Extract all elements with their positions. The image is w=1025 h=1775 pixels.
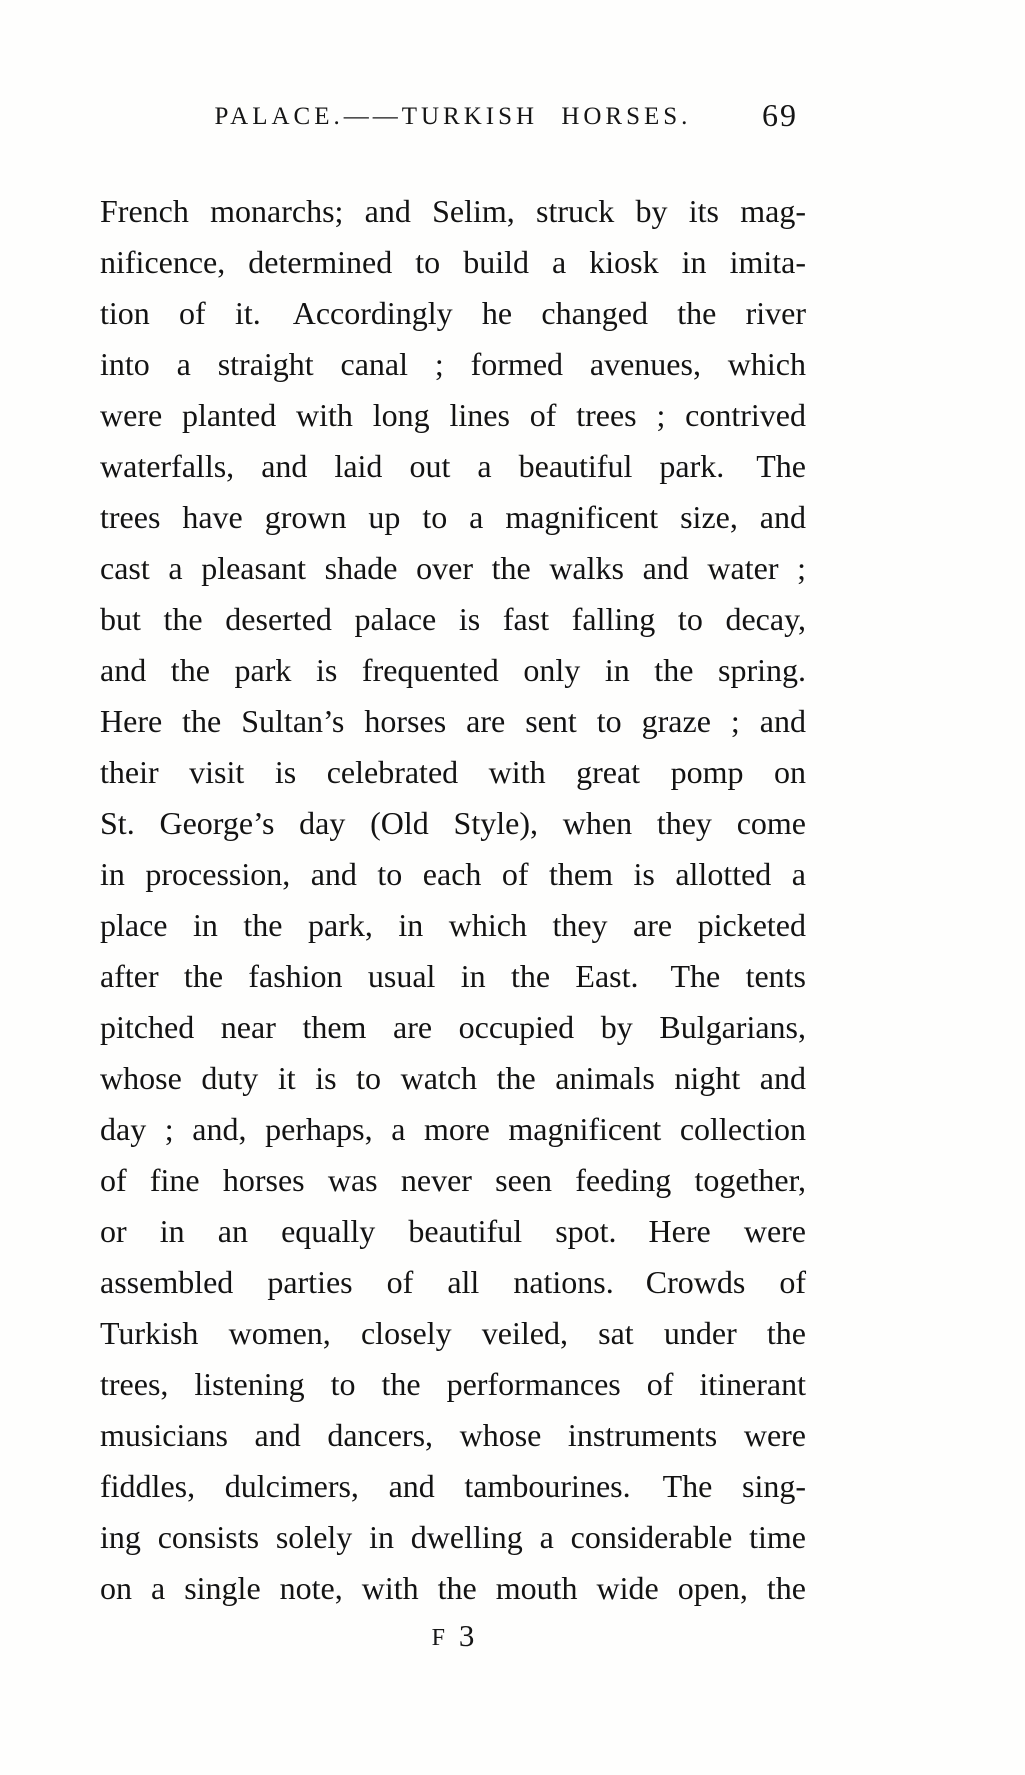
signature-number: 3	[458, 1618, 475, 1653]
text-line: fiddles, dulcimers, and tambourines. The sing-	[100, 1468, 806, 1504]
text-line: pitched near them are occupied by Bulgarians,	[100, 1009, 806, 1045]
page-body	[100, 186, 806, 1614]
text-line: French monarchs; and Selim, struck by its mag-	[100, 193, 806, 229]
text-line: nificence, determined to build a kiosk in imita-	[100, 244, 806, 280]
text-line: assembled parties of all nations. Crowds of	[100, 1264, 806, 1300]
text-line: cast a pleasant shade over the walks and water ;	[100, 550, 806, 586]
text-line: Turkish women, closely veiled, sat under the	[100, 1315, 806, 1351]
text-line: and the park is frequented only in the spring.	[100, 652, 806, 688]
text-line: whose duty it is to watch the animals night and	[100, 1060, 806, 1096]
text-line: into a straight canal ; formed avenues, which	[100, 346, 806, 382]
text-line: trees, listening to the performances of itinerant	[100, 1366, 806, 1402]
text-line: on a single note, with the mouth wide open, the	[100, 1570, 806, 1606]
text-line: tion of it. Accordingly he changed the river	[100, 295, 806, 331]
page-number: 69	[762, 97, 798, 133]
page-header	[100, 97, 806, 145]
text-line: Here the Sultan’s horses are sent to graze ; and	[100, 703, 806, 739]
text-line: or in an equally beautiful spot. Here were	[100, 1213, 806, 1249]
text-line: waterfalls, and laid out a beautiful park. The	[100, 448, 806, 484]
text-line: ing consists solely in dwelling a considerable time	[100, 1519, 806, 1555]
text-line: day ; and, perhaps, a more magnificent collection	[100, 1111, 806, 1147]
text-line: place in the park, in which they are picketed	[100, 907, 806, 943]
text-line: but the deserted palace is fast falling to decay,	[100, 601, 806, 637]
running-title: PALACE.——TURKISH HORSES.	[214, 103, 692, 130]
text-line: trees have grown up to a magnificent size, and	[100, 499, 806, 535]
signature-mark	[100, 1618, 806, 1654]
text-line: of fine horses was never seen feeding together,	[100, 1162, 806, 1198]
text-line: in procession, and to each of them is allotted a	[100, 856, 806, 892]
text-line: were planted with long lines of trees ; contrived	[100, 397, 806, 433]
text-line: musicians and dancers, whose instruments were	[100, 1417, 806, 1453]
text-line: after the fashion usual in the East. The tents	[100, 958, 806, 994]
text-line: St. George’s day (Old Style), when they come	[100, 805, 806, 841]
text-line: their visit is celebrated with great pomp on	[100, 754, 806, 790]
signature-letter: F	[431, 1625, 447, 1651]
